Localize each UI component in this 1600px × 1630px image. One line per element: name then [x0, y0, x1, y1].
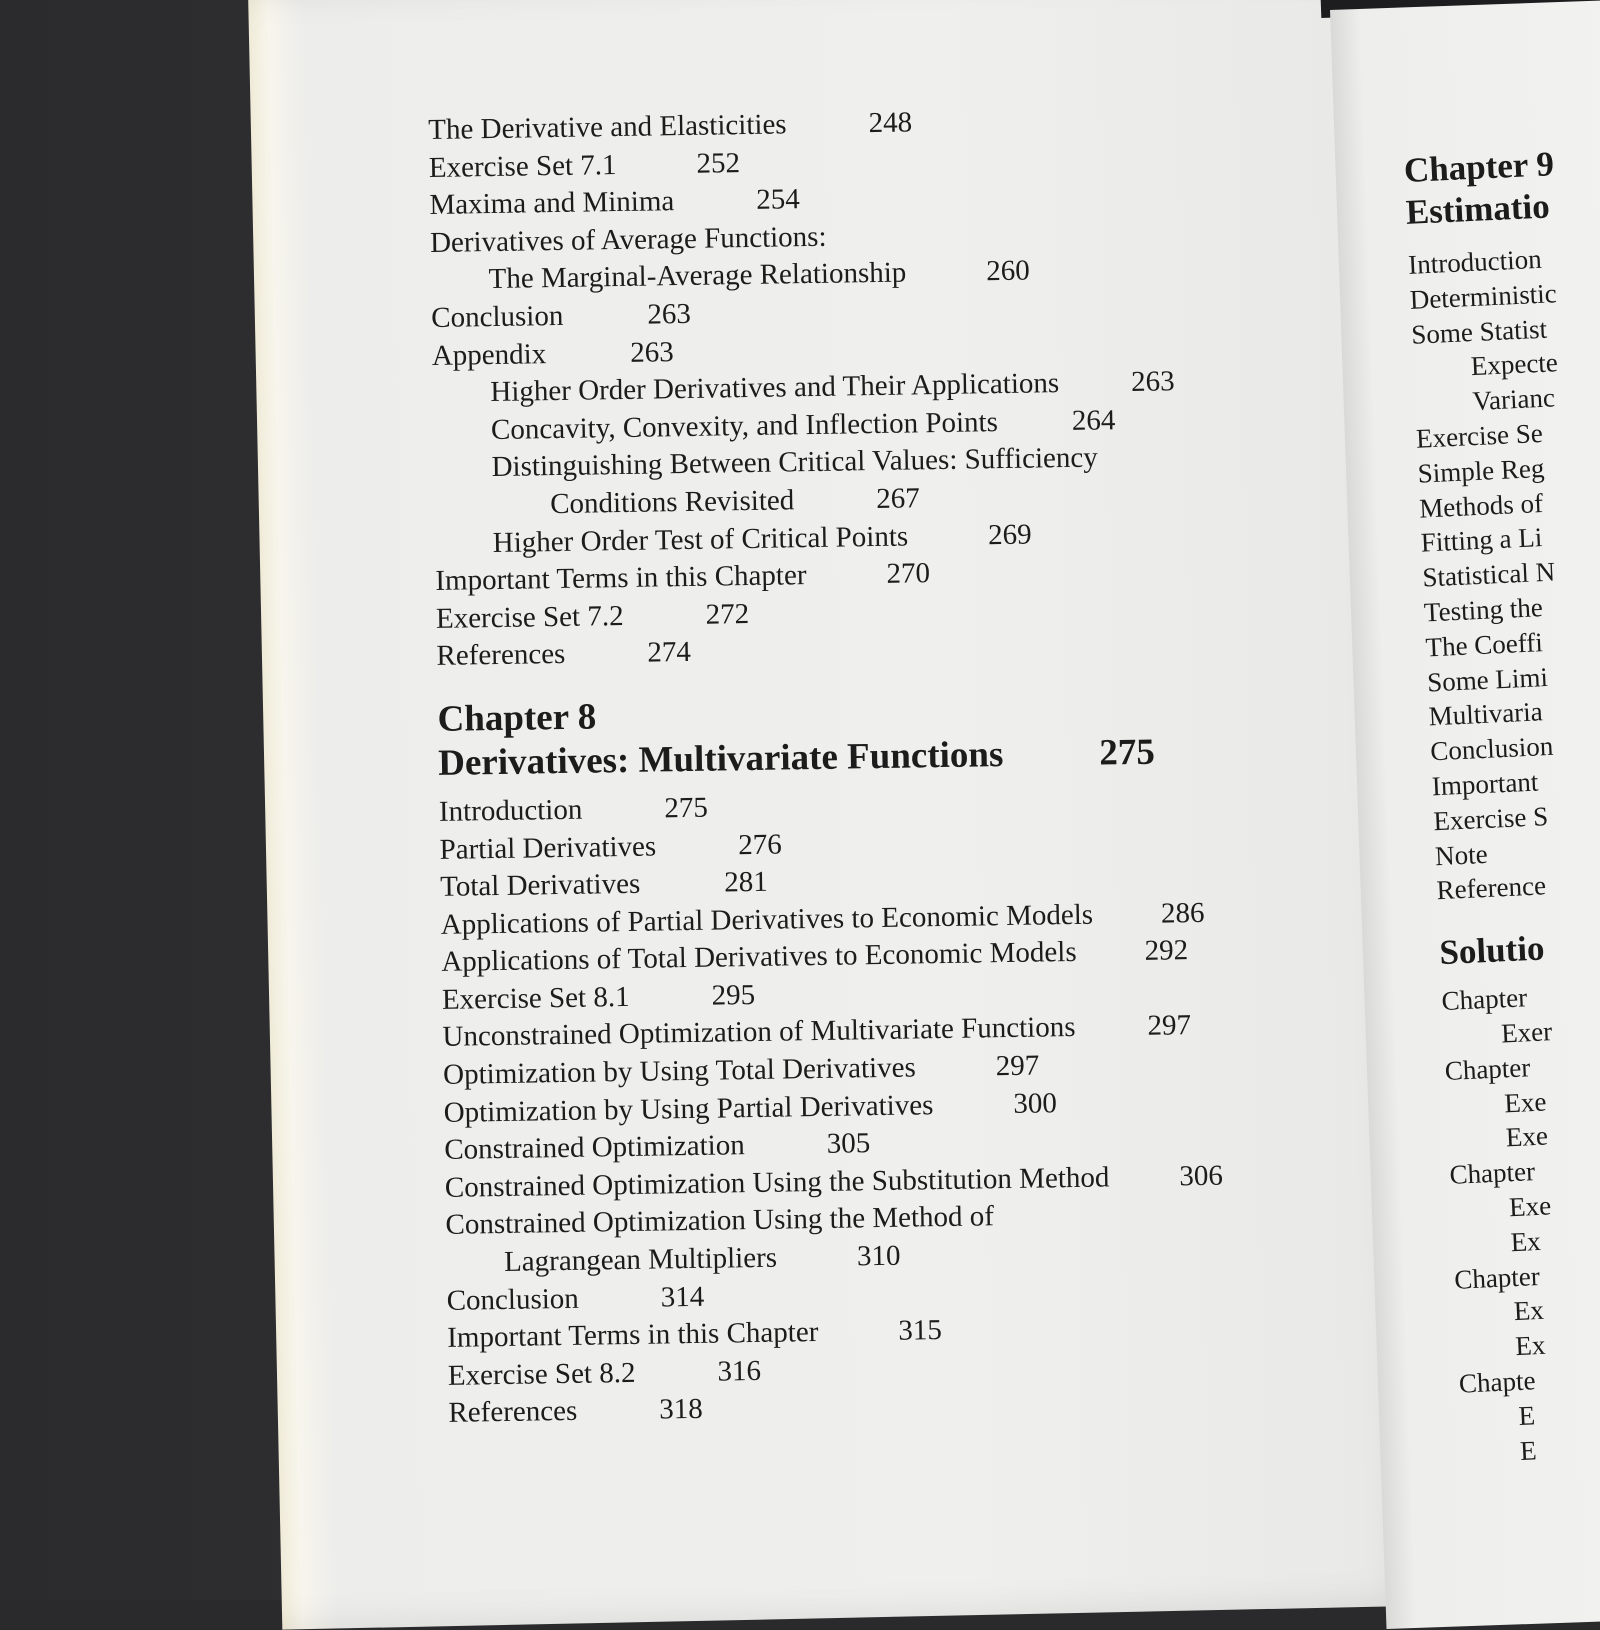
right-toc-entry: Reference	[1435, 870, 1547, 906]
toc-entry-page-number: 297	[995, 1049, 1040, 1083]
chapter-number: Chapter 8	[437, 696, 597, 740]
right-toc-entry: Chapte	[1458, 1365, 1537, 1399]
toc-entry-page-number: 281	[723, 865, 768, 899]
toc-entry-title: Constrained Optimization Using the Method of	[445, 1200, 995, 1242]
right-toc-entry: E	[1517, 1400, 1536, 1431]
toc-entry-page-number: 316	[717, 1354, 762, 1388]
right-toc-entry: Important	[1431, 766, 1539, 802]
toc-entry-page-number: 276	[737, 828, 782, 861]
right-toc-entry: Chapter	[1453, 1260, 1541, 1295]
right-toc-entry: Statistical N	[1421, 556, 1556, 593]
toc-entry-title: References	[436, 638, 566, 673]
right-toc-entry: Some Statist	[1410, 313, 1548, 350]
toc-entry-page-number: 272	[705, 597, 750, 631]
right-toc-entry: Simple Reg	[1417, 452, 1545, 489]
right-toc-entry: Conclusion	[1429, 730, 1554, 767]
right-toc-entry: The Coeffi	[1424, 626, 1544, 663]
toc-entry-title: Exercise Set 7.1	[428, 148, 617, 184]
right-chapter-title: Estimatio	[1404, 186, 1551, 232]
toc-entry-title: Lagrangean Multipliers	[503, 1241, 778, 1278]
toc-entry-title: Higher Order Test of Critical Points	[492, 520, 909, 559]
solutions-entries-list	[1441, 974, 1600, 1471]
right-toc-entry: Introduction	[1407, 243, 1543, 280]
right-toc-entry: Note	[1434, 838, 1489, 871]
toc-entry-title: Introduction	[438, 793, 583, 828]
right-toc-entry: Exercise Se	[1415, 417, 1544, 454]
toc-entry-page-number: 267	[875, 482, 920, 515]
toc-entry-page-number: 318	[658, 1393, 703, 1426]
toc-entry-page-number: 252	[696, 146, 741, 180]
right-toc-entry: Testing the	[1423, 592, 1544, 628]
right-toc-entry: Methods of	[1418, 487, 1544, 524]
toc-entry-page-number: 274	[647, 636, 692, 669]
toc-entry-title: Higher Order Derivatives and Their Applications	[490, 367, 1060, 409]
right-toc-entry: Exer	[1500, 1016, 1553, 1049]
toc-entry-title: Conditions Revisited	[549, 484, 795, 521]
toc-entry-page-number: 263	[1130, 365, 1175, 399]
toc-entry-title: Exercise Set 7.2	[435, 599, 624, 635]
toc-entry-title: Optimization by Using Total Derivatives	[442, 1051, 916, 1091]
right-toc-entry: Ex	[1514, 1329, 1547, 1362]
toc-entry-page-number: 310	[856, 1239, 901, 1273]
right-chapter-head: Chapter 9	[1403, 144, 1555, 190]
toc-entry-page-number: 275	[664, 791, 709, 825]
toc-entry-title: Constrained Optimization	[444, 1129, 745, 1167]
toc-entry-page-number: 306	[1179, 1159, 1224, 1193]
toc-entry-title: References	[448, 1395, 578, 1430]
toc-entry-title: Conclusion	[430, 299, 564, 334]
toc-entry-title: Applications of Total Derivatives to Economic Models	[441, 936, 1077, 979]
right-toc-entry: Exe	[1505, 1120, 1549, 1153]
toc-entry-title: Exercise Set 8.1	[441, 980, 630, 1016]
right-toc-entry: E	[1519, 1434, 1538, 1466]
chapter-8-entries-list	[439, 780, 1309, 1433]
toc-entry-title: The Marginal-Average Relationship	[488, 256, 907, 296]
toc-entry-page-number: 263	[629, 335, 674, 369]
chapter-page-number: 275	[1099, 731, 1156, 774]
right-toc-entry: Chapter	[1444, 1051, 1531, 1086]
toc-entry-title: Unconstrained Optimization of Multivariate Functions	[442, 1011, 1076, 1054]
toc-entry-title: Important Terms in this Chapter	[435, 559, 807, 598]
toc-entry-title: Conclusion	[446, 1282, 580, 1317]
chapter-7-continued-list	[428, 98, 1297, 675]
toc-entry-title: Maxima and Minima	[429, 185, 675, 222]
toc-entry-page-number: 305	[826, 1127, 871, 1161]
right-toc-entry: Chapter	[1440, 982, 1528, 1017]
toc-entry-title: The Derivative and Elasticities	[428, 108, 787, 146]
right-toc-entry: Chapter	[1448, 1156, 1536, 1191]
toc-entry-title: Constrained Optimization Using the Substitution Method	[444, 1161, 1110, 1204]
right-entries-list	[1407, 238, 1600, 908]
toc-entry-page-number: 314	[660, 1280, 705, 1314]
toc-entry-page-number: 263	[647, 297, 692, 331]
solutions-head: Solutio	[1438, 928, 1546, 973]
toc-entry-page-number: 270	[886, 557, 931, 590]
right-toc-entry: Multivaria	[1428, 696, 1544, 732]
toc-entry-title: Total Derivatives	[439, 867, 641, 903]
toc-entry-title: Distinguishing Between Critical Values: Sufficiency	[491, 441, 1099, 484]
toc-entry-title: Appendix	[431, 337, 547, 372]
right-toc-entry: Some Limi	[1426, 661, 1549, 697]
right-toc-entry: Expecte	[1470, 347, 1559, 382]
toc-entry-page-number: 260	[986, 254, 1031, 288]
toc-entry-title: Exercise Set 8.2	[447, 1356, 636, 1392]
toc-entry-page-number: 286	[1160, 896, 1205, 930]
right-toc-entry: Deterministic	[1409, 277, 1558, 315]
toc-entry-page-number: 315	[898, 1314, 943, 1347]
toc-entry-title: Partial Derivatives	[439, 830, 657, 866]
right-toc-entry: Ex	[1513, 1295, 1545, 1327]
right-toc-entry: Ex	[1509, 1225, 1542, 1257]
toc-entry-page-number: 297	[1147, 1009, 1192, 1043]
toc-entry-page-number: 300	[1013, 1086, 1058, 1120]
toc-entry-title: Optimization by Using Partial Derivatives	[443, 1088, 934, 1129]
toc-entry-page-number: 269	[987, 518, 1032, 551]
toc-entry-title: Applications of Partial Derivatives to Economic Models	[440, 898, 1094, 941]
toc-entry-title: Important Terms in this Chapter	[447, 1316, 819, 1355]
toc-entry-page-number: 254	[756, 183, 801, 217]
toc-entry-page-number: 295	[711, 978, 756, 1012]
right-toc-entry: Varianc	[1471, 382, 1556, 417]
chapter-title: Derivatives: Multivariate Functions	[437, 733, 1004, 784]
right-toc-entry: Exe	[1508, 1190, 1552, 1223]
right-toc-entry: Exercise S	[1432, 800, 1549, 837]
toc-entry-title: Concavity, Convexity, and Inflection Points	[490, 405, 999, 446]
right-toc-entry: Exe	[1503, 1086, 1547, 1118]
left-page-table-of-contents	[428, 98, 1309, 1432]
toc-entry-title: Derivatives of Average Functions:	[429, 220, 827, 259]
right-toc-entry: Fitting a Li	[1420, 522, 1543, 558]
toc-entry-page-number: 248	[868, 106, 913, 140]
toc-entry-page-number: 264	[1071, 403, 1116, 437]
toc-entry-page-number: 292	[1144, 934, 1189, 968]
